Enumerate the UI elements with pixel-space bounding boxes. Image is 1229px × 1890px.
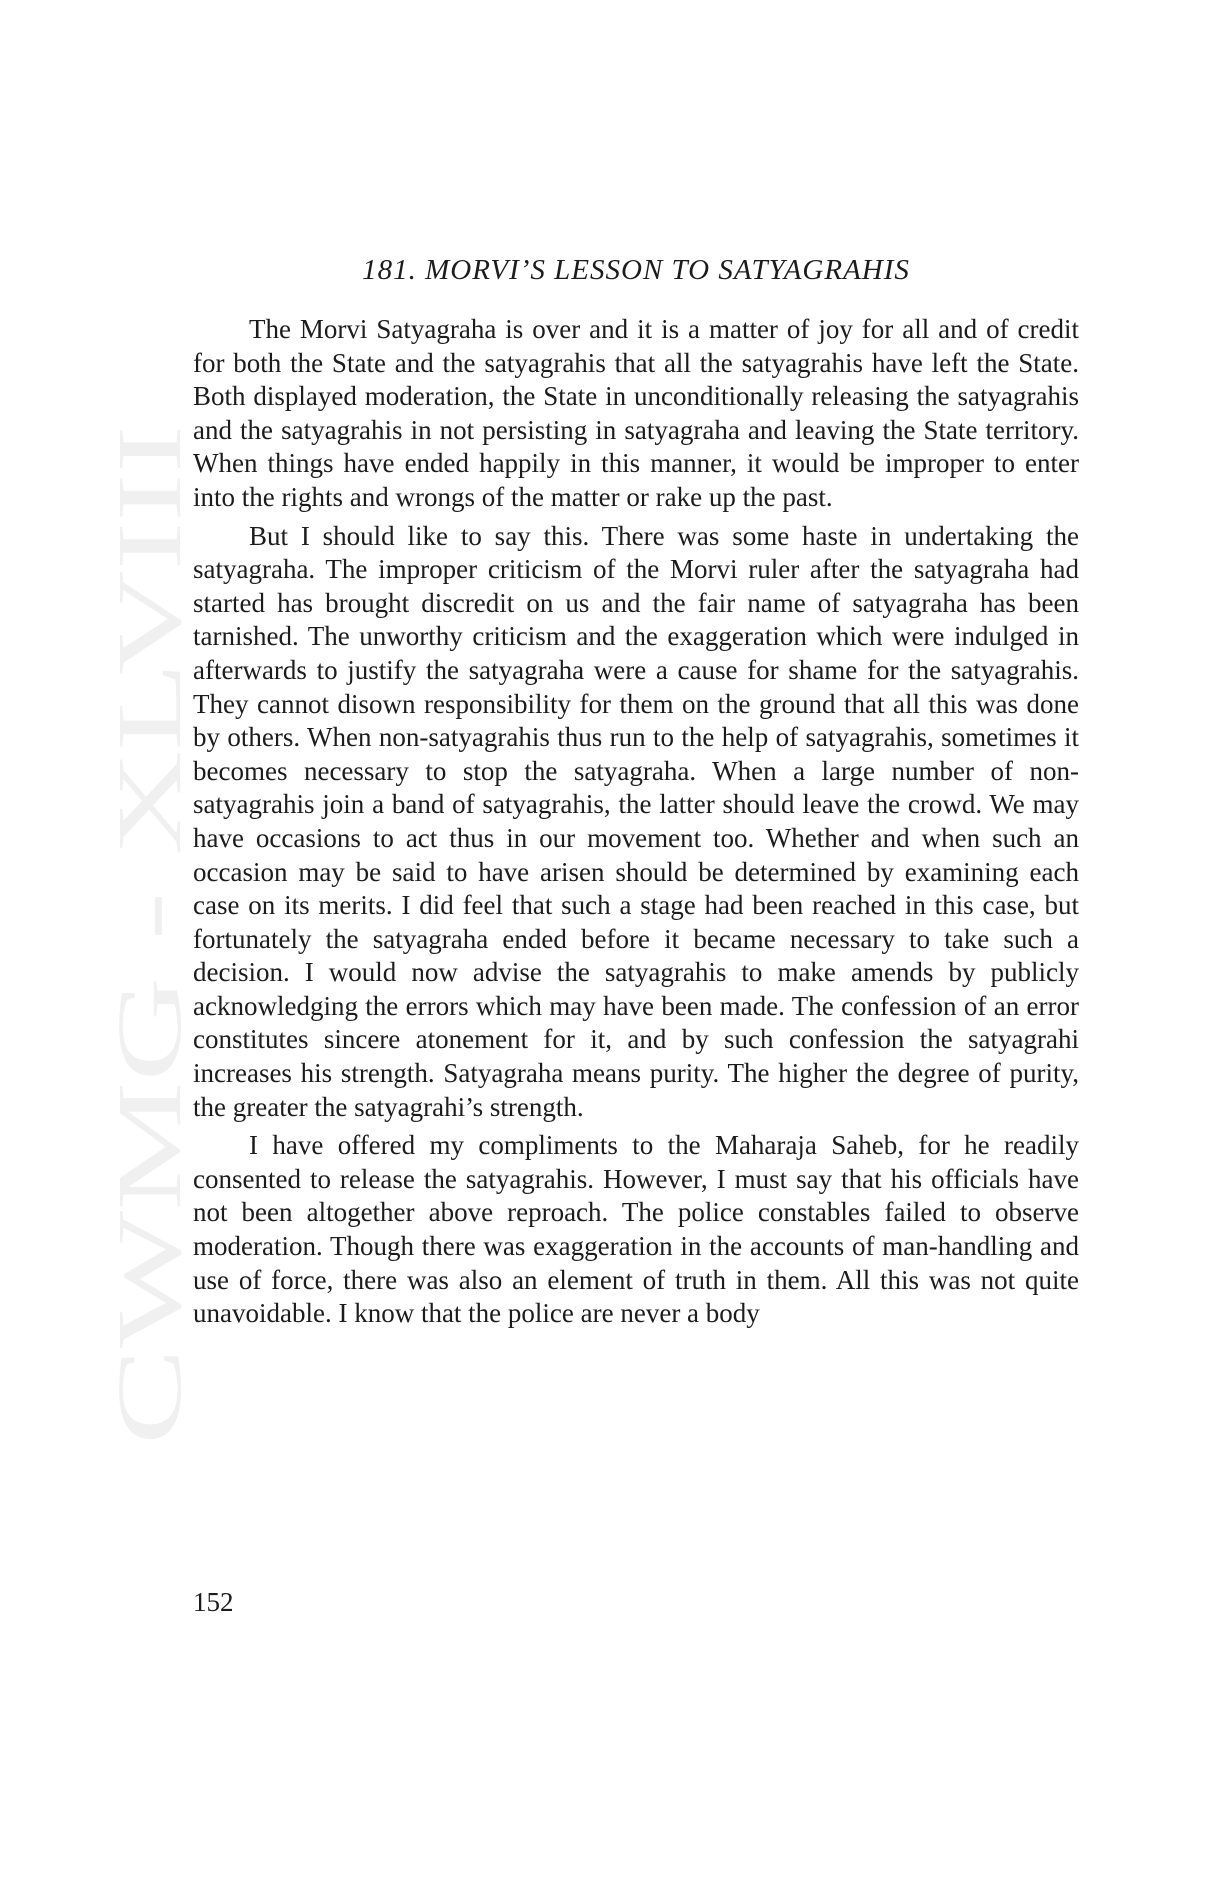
article-heading: 181. MORVI’S LESSON TO SATYAGRAHIS	[362, 254, 910, 286]
watermark	[98, 425, 201, 1445]
paragraph-1: The Morvi Satyagraha is over and it is a matter of joy for all and of credit for both the State and the satyagrahis that all the satyagrahis have left the State. Both displayed moderation, the State in unconditionally releasing the satyagrahis and the satyagrahis in not persisting in satyagraha and leaving the State territory. When things have ended happily in this manner, it would be improper to enter into the rights and wrongs of the matter or rake up the past.	[193, 314, 1079, 512]
page-number: 152	[193, 1587, 234, 1617]
watermark-text: CWMG - XLVIII	[98, 799, 201, 1445]
paragraph-3: I have offered my compliments to the Maharaja Saheb, for he readily consented to release the satyagrahis. However, I must say that his officials have not been altogether above reproach. The police constables failed to observe moderation. Though there was exaggeration in the accounts of man-handling and use of force, there was also an element of truth in them. All this was not quite unavoidable. I know that the police are never a body	[193, 1130, 1079, 1329]
article-body	[193, 313, 1079, 1331]
paragraph-2: But I should like to say this. There was some haste in undertaking the satyagraha. The improper criticism of the Morvi ruler after the satyagraha had started has brought discredit on us and the fair name of satyagraha has been tarnished. The unworthy criticism and the exaggeration which were indulged in afterwards to justify the satyagraha were a cause for shame for the satyagrahis. They cannot disown responsibility for them on the ground that all this was done by others. When non-satyagrahis thus run to the help of satyagrahis, sometimes it becomes necessary to stop the satyagraha. When a large number of non-satyagrahis join a band of satyagrahis, the latter should leave the crowd. We may have occasions to act thus in our movement too. Whether and when such an occasion may be said to have arisen should be determined by examining each case on its merits. I did feel that such a stage had been reached in this case, but fortunately the satyagraha ended before it became necessary to take such a decision. I would now advise the satyagrahis to make amends by publicly acknowledging the errors which may have been made. The confession of an error constitutes sincere atonement for it, and by such confession the satyagrahi increases his strength. Satyagraha means purity. The higher the degree of purity, the greater the satyagrahi’s strength.	[193, 520, 1079, 1122]
